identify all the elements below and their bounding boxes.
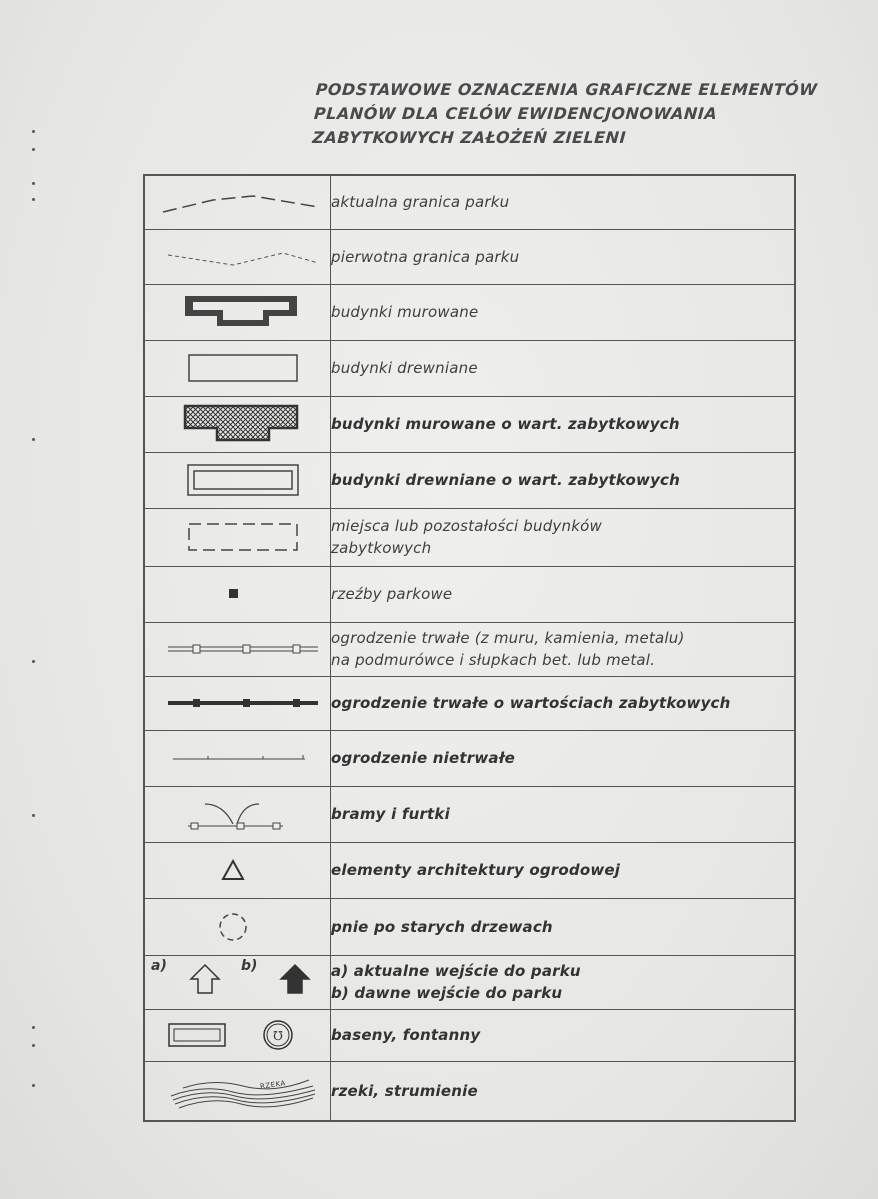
binder-hole: [32, 660, 35, 663]
legend-label: budynki murowane: [331, 284, 796, 340]
title-line-3: ZABYTKOWYCH ZAŁOŻEŃ ZIELENI: [311, 128, 627, 147]
legend-row: [144, 955, 795, 1009]
legend-row: [144, 842, 795, 898]
legend-row: [144, 566, 795, 622]
legend-row: [144, 229, 795, 284]
binder-hole: [32, 438, 35, 441]
legend-row: [144, 898, 795, 955]
legend-row: [144, 396, 795, 452]
permanent-fence-icon: [144, 622, 331, 676]
historic-fence-icon: [144, 676, 331, 730]
legend-label: budynki drewniane o wart. zabytkowych: [331, 452, 796, 508]
legend-row: [144, 284, 795, 340]
legend-label-line-1: a) aktualne wejście do parku: [331, 962, 581, 980]
wooden-building-icon: [144, 340, 331, 396]
legend-label-multiline: [331, 508, 796, 566]
historic-masonry-building-icon: [144, 396, 331, 452]
legend-label: pierwotna granica parku: [331, 229, 796, 284]
binder-hole: [32, 130, 35, 133]
legend-label: ogrodzenie trwałe o wartościach zabytkowych: [331, 676, 796, 730]
legend-row: [144, 175, 795, 229]
sculpture-icon: [144, 566, 331, 622]
legend-label-multiline: [331, 622, 796, 676]
legend-label-line-2: zabytkowych: [331, 539, 432, 557]
legend-label: baseny, fontanny: [331, 1009, 796, 1061]
legend-label: elementy architektury ogrodowej: [331, 842, 796, 898]
binder-hole: [32, 1084, 35, 1087]
legend-label: rzeźby parkowe: [331, 566, 796, 622]
legend-label-line-1: miejsca lub pozostałości budynków: [331, 517, 602, 535]
legend-label: ogrodzenie nietrwałe: [331, 730, 796, 786]
legend-label-line-1: ogrodzenie trwałe (z muru, kamienia, metalu): [331, 629, 685, 647]
binder-hole: [32, 1044, 35, 1047]
legend-table: [143, 174, 796, 1122]
legend-label: rzeki, strumienie: [331, 1061, 796, 1121]
symbol-a-label: a): [151, 957, 167, 974]
legend-label-line-2: b) dawne wejście do parku: [331, 984, 563, 1002]
legend-row: [144, 786, 795, 842]
binder-hole: [32, 148, 35, 151]
legend-label: budynki drewniane: [331, 340, 796, 396]
historic-wooden-building-icon: [144, 452, 331, 508]
legend-row: [144, 1009, 795, 1061]
original-boundary-line-icon: [144, 229, 331, 284]
pool-fountain-icon: [144, 1009, 331, 1061]
legend-row: [144, 676, 795, 730]
legend-label-line-2: na podmurówce i słupkach bet. lub metal.: [331, 651, 656, 669]
legend-label: pnie po starych drzewach: [331, 898, 796, 955]
binder-hole: [32, 814, 35, 817]
binder-hole: [32, 182, 35, 185]
tree-stump-circle-icon: [144, 898, 331, 955]
legend-row: [144, 1061, 795, 1121]
legend-row: [144, 508, 795, 566]
binder-hole: [32, 198, 35, 201]
gate-icon: [144, 786, 331, 842]
legend-label: aktualna granica parku: [331, 175, 796, 229]
legend-row: [144, 452, 795, 508]
temporary-fence-icon: [144, 730, 331, 786]
legend-row: [144, 340, 795, 396]
river-icon: [144, 1061, 331, 1121]
entrance-arrows-icon: [144, 955, 331, 1009]
legend-label: bramy i furtki: [331, 786, 796, 842]
symbol-b-label: b): [241, 957, 258, 974]
current-boundary-line-icon: [144, 175, 331, 229]
legend-row: [144, 730, 795, 786]
legend-label-multiline: [331, 955, 796, 1009]
building-remains-icon: [144, 508, 331, 566]
river-text: RZEKA: [259, 1078, 287, 1091]
binder-hole: [32, 1026, 35, 1029]
masonry-building-icon: [144, 284, 331, 340]
garden-architecture-triangle-icon: [144, 842, 331, 898]
title-line-1: PODSTAWOWE OZNACZENIA GRAFICZNE ELEMENTÓW: [315, 80, 819, 99]
title-line-2: PLANÓW DLA CELÓW EWIDENCJONOWANIA: [313, 104, 718, 123]
svg-text:℧: ℧: [272, 1029, 283, 1043]
legend-label: budynki murowane o wart. zabytkowych: [331, 396, 796, 452]
legend-row: [144, 622, 795, 676]
page-title: [311, 78, 856, 150]
